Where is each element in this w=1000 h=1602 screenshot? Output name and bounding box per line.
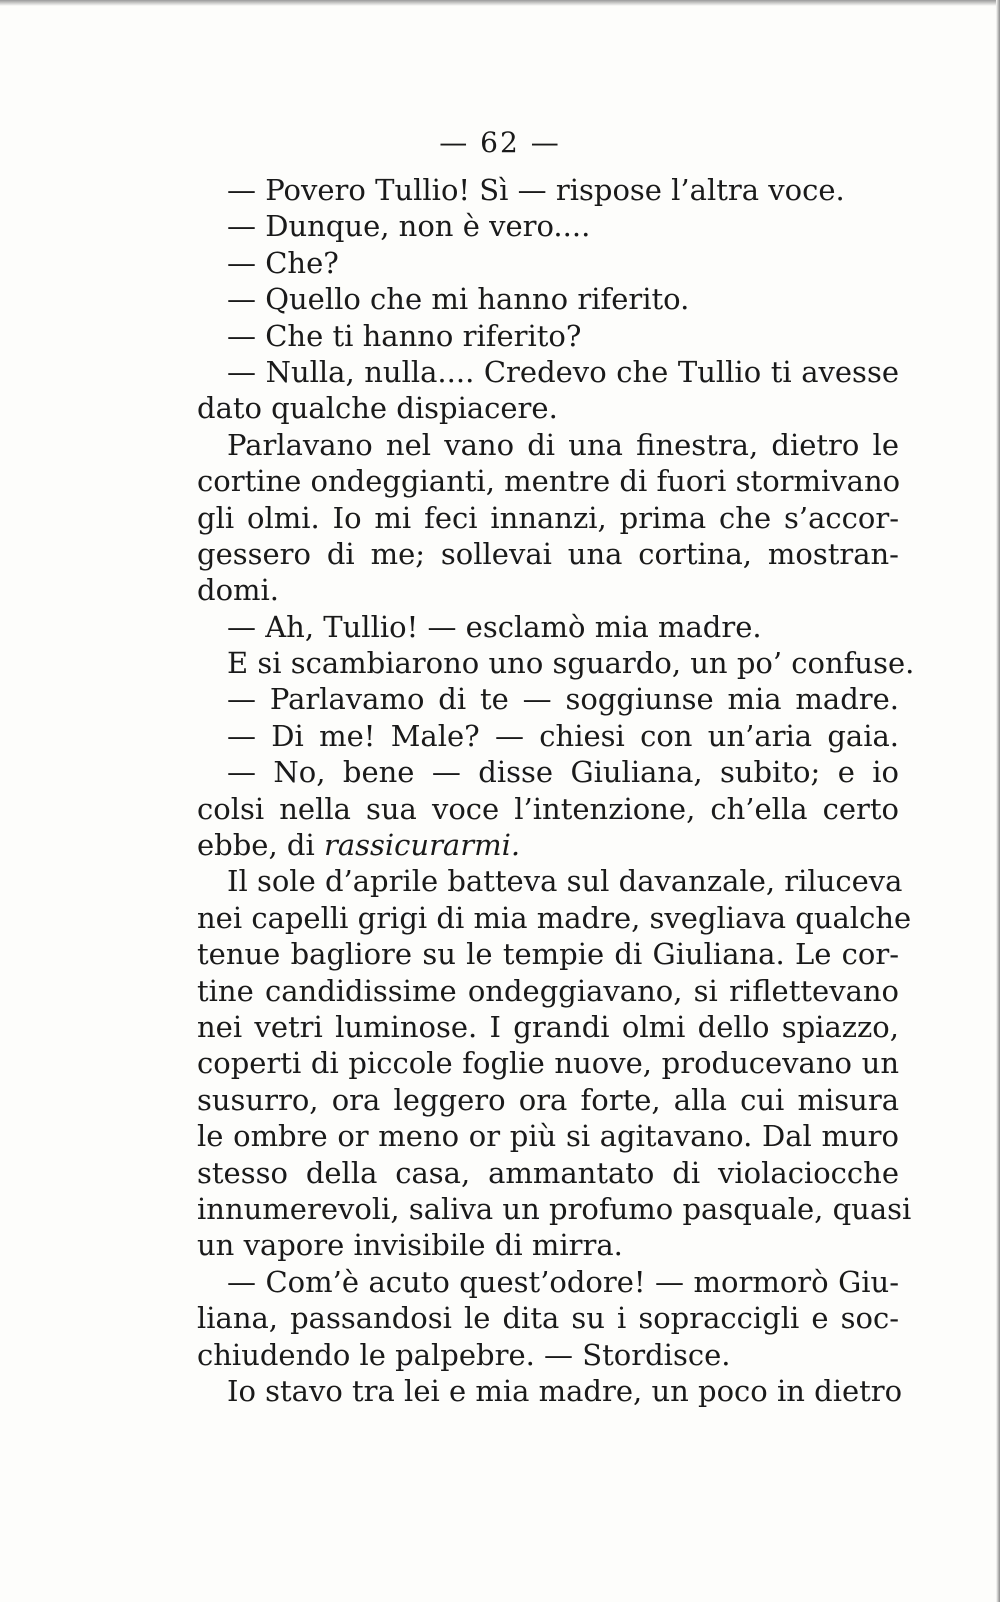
text-line-content: — Povero Tullio! Sì — rispose l’altra voce. [227,173,845,207]
text-line-content: — Che? [227,245,339,280]
text-line [197,500,899,536]
body-text [197,172,915,1409]
text-line-content: le ombre or meno or più si agitavano. Dal muro [197,1119,899,1154]
text-line-content: cortine ondeggianti, mentre di fuori stormivano [197,464,901,499]
text-line-content: Parlavano nel vano di una finestra, dietro le [227,427,899,462]
text-line [197,1082,899,1118]
text-line [197,572,899,608]
page-top-edge [0,0,1000,6]
text-line [197,1009,899,1045]
text-line-content: innumerevoli, saliva un profumo pasquale, quasi [197,1191,912,1226]
italic-word: rassicurarmi. [323,828,521,863]
text-line-content: chiudendo le palpebre. — Stordisce. [197,1337,731,1372]
text-line-content: — Di me! Male? — chiesi con un’aria gaia. [227,718,899,753]
text-line-content: colsi nella sua voce l’intenzione, ch’ella certo [197,791,899,826]
text-line [197,281,899,317]
text-line-content: tenue bagliore su le tempie di Giuliana. Le cor- [197,937,899,972]
text-line [197,245,899,281]
text-line [197,645,915,681]
text-line-content: E si scambiarono uno sguardo, un po’ confuse. [227,646,915,681]
text-line [197,973,899,1009]
text-line-content: un vapore invisibile di mirra. [197,1228,623,1263]
text-line [197,1373,903,1409]
text-line-content: liana, passandosi le dita su i sopraccigli e soc- [197,1301,899,1336]
text-line [197,1118,899,1154]
text-line [197,681,899,717]
text-line-content: Io stavo tra lei e mia madre, un poco in dietro [227,1373,903,1408]
text-line [197,1264,899,1300]
page-number: — 62 — [439,126,561,159]
text-line [197,208,899,244]
text-line [197,463,899,499]
text-line-content: — No, bene — disse Giuliana, subito; e io [227,755,899,790]
text-line-content: — Parlavamo di te — soggiunse mia madre. [227,682,899,717]
text-line-content: nei vetri luminose. I grandi olmi dello spiazzo, [197,1009,899,1044]
text-line-content: susurro, ora leggero ora forte, alla cui misura [197,1082,899,1117]
text-line [197,718,899,754]
text-line [197,1155,899,1191]
text-line-content: stesso della casa, ammantato di violaciocche [197,1155,899,1190]
text-line [197,354,899,390]
text-line-content: tine candidissime ondeggiavano, si riflettevano [197,973,899,1008]
text-line [197,900,912,936]
text-line-content: Il sole d’aprile batteva sul davanzale, riluceva [227,864,903,899]
text-line [197,1045,899,1081]
text-line-content: ebbe, di [197,828,315,863]
text-line [197,936,899,972]
text-line [197,390,899,426]
text-line [197,1191,912,1227]
text-line [197,827,899,863]
text-line-content: dato qualche dispiacere. [197,391,558,426]
text-line [197,609,899,645]
text-line-content: nei capelli grigi di mia madre, svegliava qualche [197,900,912,935]
text-line [197,1300,899,1336]
text-line [197,536,899,572]
text-line-content: — Ah, Tullio! — esclamò mia madre. [227,609,762,644]
text-line-content: — Che ti hanno riferito? [227,318,582,353]
text-line-content: — Nulla, nulla.... Credevo che Tullio ti avesse [227,354,899,389]
text-line-content: gessero di me; sollevai una cortina, mostran- [197,536,899,571]
text-line [197,1227,899,1263]
text-line-content: — Quello che mi hanno riferito. [227,282,690,317]
text-line [197,754,899,790]
page-right-edge [996,0,1000,1602]
text-line [197,863,903,899]
text-line [197,1337,899,1373]
text-line-content: coperti di piccole foglie nuove, producevano un [197,1046,899,1081]
text-line [197,791,899,827]
text-line-content: — Dunque, non è vero.... [227,209,591,244]
text-line [197,172,899,208]
text-line-content: — Com’è acuto quest’odore! — mormorò Giu- [227,1264,899,1299]
text-line-content: domi. [197,573,280,608]
text-line-content: gli olmi. Io mi feci innanzi, prima che s’accor- [197,500,899,535]
text-line [197,318,899,354]
text-line [197,427,899,463]
